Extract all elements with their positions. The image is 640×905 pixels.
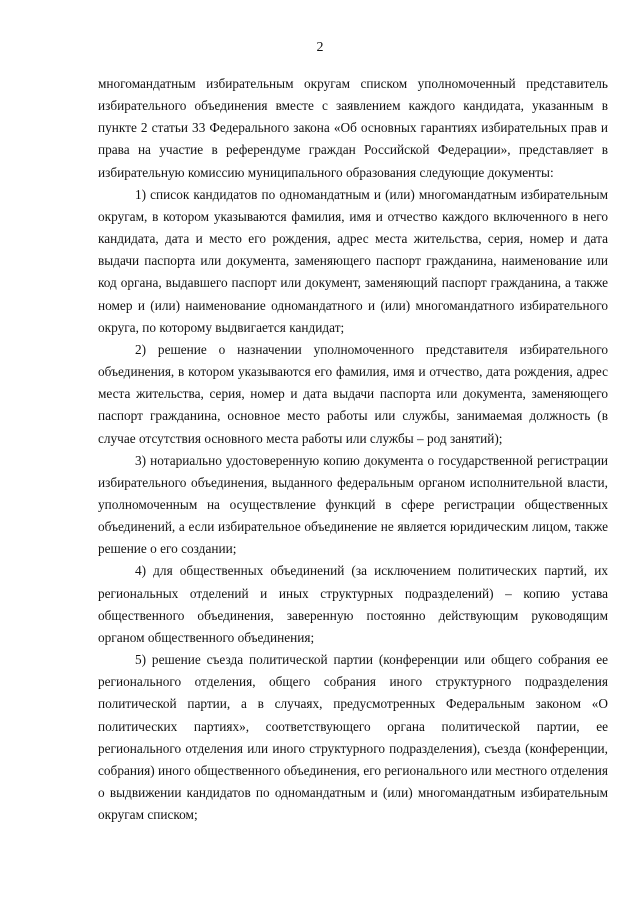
paragraph-item-4: 4) для общественных объединений (за исключением политических партий, их региональных отделений и иных структурных подразделений) – копию устава общественного объединения, заверенную постоянно действующим руководящим органом общественного объединения; [98, 563, 608, 645]
page-number: 2 [316, 40, 324, 55]
paragraph-item-5: 5) решение съезда политической партии (конференции или общего собрания ее регионального отделения, общего собрания иного структурного подразделения политической партии, а в случаях, предусмотренных Федеральным законом «О политических партиях», соответствующего органа политической партии, ее регионального отделения или иного структурного подразделения), съезда (конференции, собрания) иного общественного объединения, его регионального или местного отделения о выдвижении кандидатов по одномандатным и (или) многомандатным избирательным округам списком; [98, 652, 608, 823]
paragraph-item-3: 3) нотариально удостоверенную копию документа о государственной регистрации избирательного объединения, выданного федеральным органом исполнительной власти, уполномоченным на осуществление функций в сфере регистрации общественных объединений, а если избирательное объединение не является юридическим лицом, также решение о его создании; [98, 452, 608, 557]
paragraph-item-1: 1) список кандидатов по одномандатным и (или) многомандатным избирательным округам, в котором указываются фамилия, имя и отчество каждого включенного в него кандидата, дата и место его рождения, адрес места жительства, серия, номер и дата выдачи паспорта или документа, заменяющего паспорт гражданина, наименование или код органа, выдавшего паспорт или документ, заменяющий паспорт гражданина, а также номер и (или) наименование одномандатного и (или) многомандатного избирательного округа, по которому выдвигается кандидат; [98, 186, 608, 335]
paragraph-item-2: 2) решение о назначении уполномоченного представителя избирательного объединения, в котором указываются его фамилия, имя и отчество, дата рождения, адрес места жительства, серия, номер и дата выдачи паспорта или документа, заменяющего паспорт гражданина, основное место работы или службы, занимаемая должность (в случае отсутствия основного места работы или службы – род занятий); [98, 341, 608, 446]
paragraph-continuation: многомандатным избирательным округам списком уполномоченный представитель избирательного объединения вместе с заявлением каждого кандидата, указанным в пункте 2 статьи 33 Федерального закона «Об основных гарантиях избирательных прав и права на участие в референдуме граждан Российской Федерации», представляет в избирательную комиссию муниципального образования следующие документы: [98, 76, 608, 180]
document-body [98, 73, 608, 826]
